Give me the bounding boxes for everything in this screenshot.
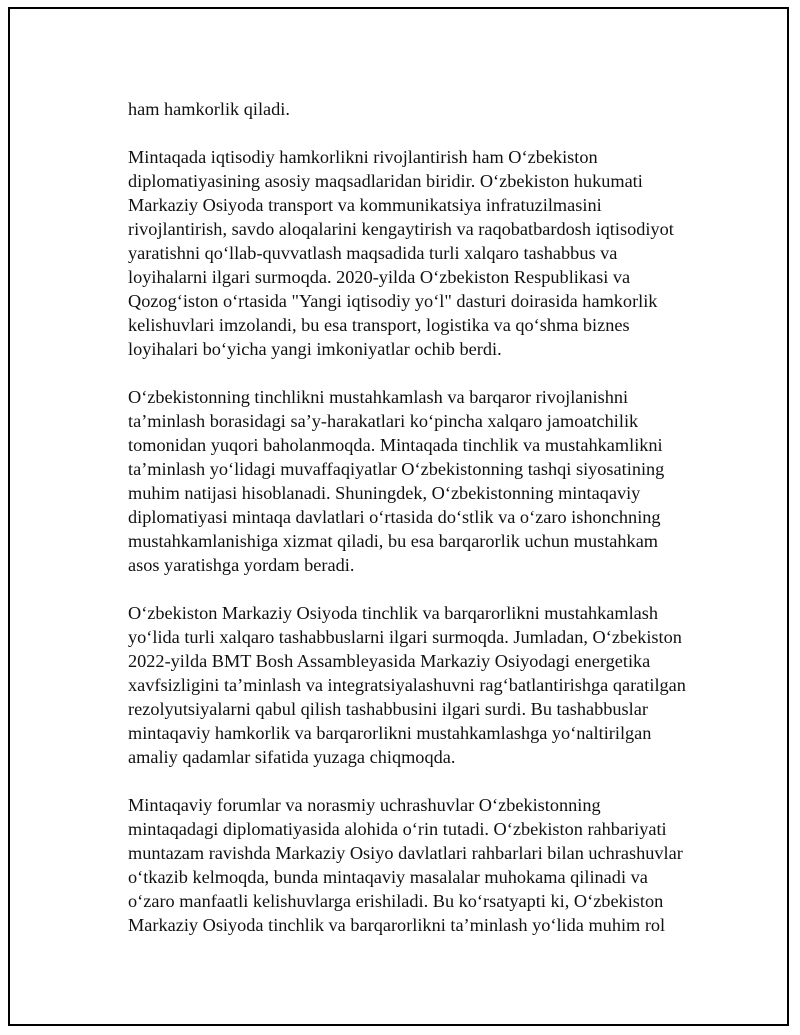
text-line: loyihalarni ilgari surmoqda. 2020-yilda Oʻzbekiston Respublikasi va [128,267,631,287]
page-frame [8,7,789,1026]
text-line: Mintaqada iqtisodiy hamkorlikni rivojlantirish ham Oʻzbekiston [128,147,598,167]
paragraph-1 [128,97,708,121]
text-line: loyihalari boʻyicha yangi imkoniyatlar ochib berdi. [128,339,502,359]
text-line: mintaqadagi diplomatiyasida alohida oʻrin tutadi. Oʻzbekiston rahbariyati [128,819,667,839]
text-line: Markaziy Osiyoda transport va kommunikatsiya infratuzilmasini [128,195,602,215]
text-line: oʻzaro manfaatli kelishuvlarga erishiladi. Bu koʻrsatyapti ki, Oʻzbekiston [128,891,664,911]
text-line: Markaziy Osiyoda tinchlik va barqarorlikni taʼminlash yoʻlida muhim rol [128,915,666,935]
paragraph-2 [128,145,708,361]
text-line: Oʻzbekiston Markaziy Osiyoda tinchlik va barqarorlikni mustahkamlash [128,603,659,623]
text-line: tomonidan yuqori baholanmoqda. Mintaqada tinchlik va mustahkamlikni [128,435,663,455]
document-body [128,97,708,961]
paragraph-4 [128,601,708,769]
text-line: rivojlantirish, savdo aloqalarini kengaytirish va raqobatbardosh iqtisodiyot [128,219,674,239]
text-line: muntazam ravishda Markaziy Osiyo davlatlari rahbarlari bilan uchrashuvlar [128,843,683,863]
text-line: xavfsizligini taʼminlash va integratsiyalashuvni ragʻbatlantirishga qaratilgan [128,675,686,695]
text-line: Mintaqaviy forumlar va norasmiy uchrashuvlar Oʻzbekistonning [128,795,601,815]
text-line: taʼminlash yoʻlidagi muvaffaqiyatlar Oʻzbekistonning tashqi siyosatining [128,459,665,479]
text-line: muhim natijasi hisoblanadi. Shuningdek, Oʻzbekistonning mintaqaviy [128,483,641,503]
text-line: Oʻzbekistonning tinchlikni mustahkamlash va barqaror rivojlanishni [128,387,629,407]
text-line: oʻtkazib kelmoqda, bunda mintaqaviy masalalar muhokama qilinadi va [128,867,648,887]
paragraph-3 [128,385,708,577]
text-line: ham hamkorlik qiladi. [128,99,290,119]
text-line: diplomatiyasi mintaqa davlatlari oʻrtasida doʻstlik va oʻzaro ishonchning [128,507,661,527]
text-line: yaratishni qoʻllab-quvvatlash maqsadida turli xalqaro tashabbus va [128,243,618,263]
text-line: mustahkamlanishiga xizmat qiladi, bu esa barqarorlik uchun mustahkam [128,531,659,551]
text-line: yoʻlida turli xalqaro tashabbuslarni ilgari surmoqda. Jumladan, Oʻzbekiston [128,627,682,647]
paragraph-5 [128,793,708,937]
text-line: asos yaratishga yordam beradi. [128,555,355,575]
text-line: diplomatiyasining asosiy maqsadlaridan biridir. Oʻzbekiston hukumati [128,171,643,191]
text-line: kelishuvlari imzolandi, bu esa transport, logistika va qoʻshma biznes [128,315,630,335]
text-line: amaliy qadamlar sifatida yuzaga chiqmoqda. [128,747,456,767]
text-line: mintaqaviy hamkorlik va barqarorlikni mustahkamlashga yoʻnaltirilgan [128,723,652,743]
text-line: taʼminlash borasidagi saʼy-harakatlari koʻpincha xalqaro jamoatchilik [128,411,639,431]
text-line: 2022-yilda BMT Bosh Assambleyasida Markaziy Osiyodagi energetika [128,651,651,671]
text-line: rezolyutsiyalarni qabul qilish tashabbusini ilgari surdi. Bu tashabbuslar [128,699,648,719]
text-line: Qozogʻiston oʻrtasida "Yangi iqtisodiy yoʻl" dasturi doirasida hamkorlik [128,291,658,311]
